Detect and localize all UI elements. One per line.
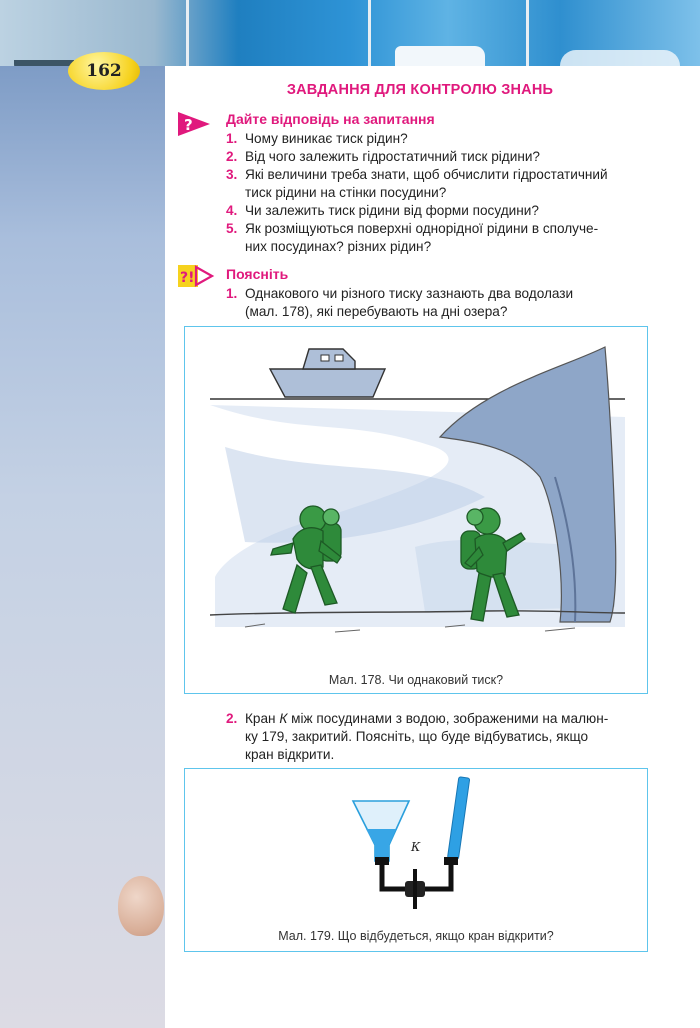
photo-divider	[526, 0, 529, 66]
page-number: 162	[68, 52, 140, 90]
photo-divider	[368, 0, 371, 66]
list-item	[226, 130, 646, 148]
item-text: між посудинами з водою, зображеними на малюн-	[287, 711, 609, 726]
item-number: 3.	[226, 167, 238, 182]
list-item	[226, 220, 646, 256]
page-title: ЗАВДАННЯ ДЛЯ КОНТРОЛЮ ЗНАНЬ	[286, 82, 554, 98]
connected-vessels-diagram	[185, 769, 647, 919]
section-heading-explain: Поясніть	[226, 266, 289, 282]
list-item	[226, 148, 646, 166]
item-text: Однакового чи різного тиску зазнають два водолази	[245, 286, 574, 301]
svg-text:?!: ?!	[180, 270, 195, 286]
item-text: Чому виникає тиск рідин?	[245, 131, 408, 146]
item-text: Чи залежить тиск рідини від форми посудини?	[245, 203, 539, 218]
figure-178-caption: Мал. 178. Чи однаковий тиск?	[328, 673, 504, 687]
item-text: ку 179, закритий. Поясніть, що буде відбуватись, якщо	[245, 729, 589, 744]
item-number: 5.	[226, 221, 238, 236]
figure-179-frame	[184, 768, 648, 952]
list-item	[226, 285, 646, 321]
item-text: них посудинах? різних рідин?	[245, 239, 432, 254]
figure-178-frame	[184, 326, 648, 694]
item-text: Кран	[245, 711, 280, 726]
item-number: 2.	[226, 711, 238, 726]
iceberg-shape	[395, 46, 485, 66]
list-item	[226, 710, 646, 764]
section-heading-questions: Дайте відповідь на запитання	[226, 111, 435, 127]
item-text: кран відкрити.	[245, 747, 335, 762]
item-text: Від чого залежить гідростатичний тиск рідини?	[245, 149, 540, 164]
item-number: 1.	[226, 131, 238, 146]
svg-text:?: ?	[184, 116, 193, 134]
divers-illustration	[185, 327, 647, 667]
valve-label: К	[411, 840, 421, 854]
item-text: тиск рідини на стінки посудини?	[245, 185, 447, 200]
exclamation-question-icon	[176, 262, 216, 290]
iceberg-shape	[560, 50, 680, 66]
item-number: 4.	[226, 203, 238, 218]
valve-symbol: К	[279, 711, 288, 726]
list-item	[226, 166, 646, 202]
side-panel	[0, 66, 165, 1028]
photo-divider	[186, 0, 189, 66]
item-text: (мал. 178), які перебувають на дні озера?	[245, 304, 508, 319]
item-number: 1.	[226, 286, 238, 301]
item-text: Як розміщуються поверхні однорідної рідини в сполуче-	[245, 221, 599, 236]
item-text: Які величини треба знати, щоб обчислити гідростатичний	[245, 167, 608, 182]
question-mark-icon	[176, 110, 212, 138]
figure-179-caption: Мал. 179. Що відбудеться, якщо кран відкрити?	[278, 929, 554, 943]
hot-air-balloon-shape	[118, 876, 164, 936]
item-number: 2.	[226, 149, 238, 164]
list-item	[226, 202, 646, 220]
